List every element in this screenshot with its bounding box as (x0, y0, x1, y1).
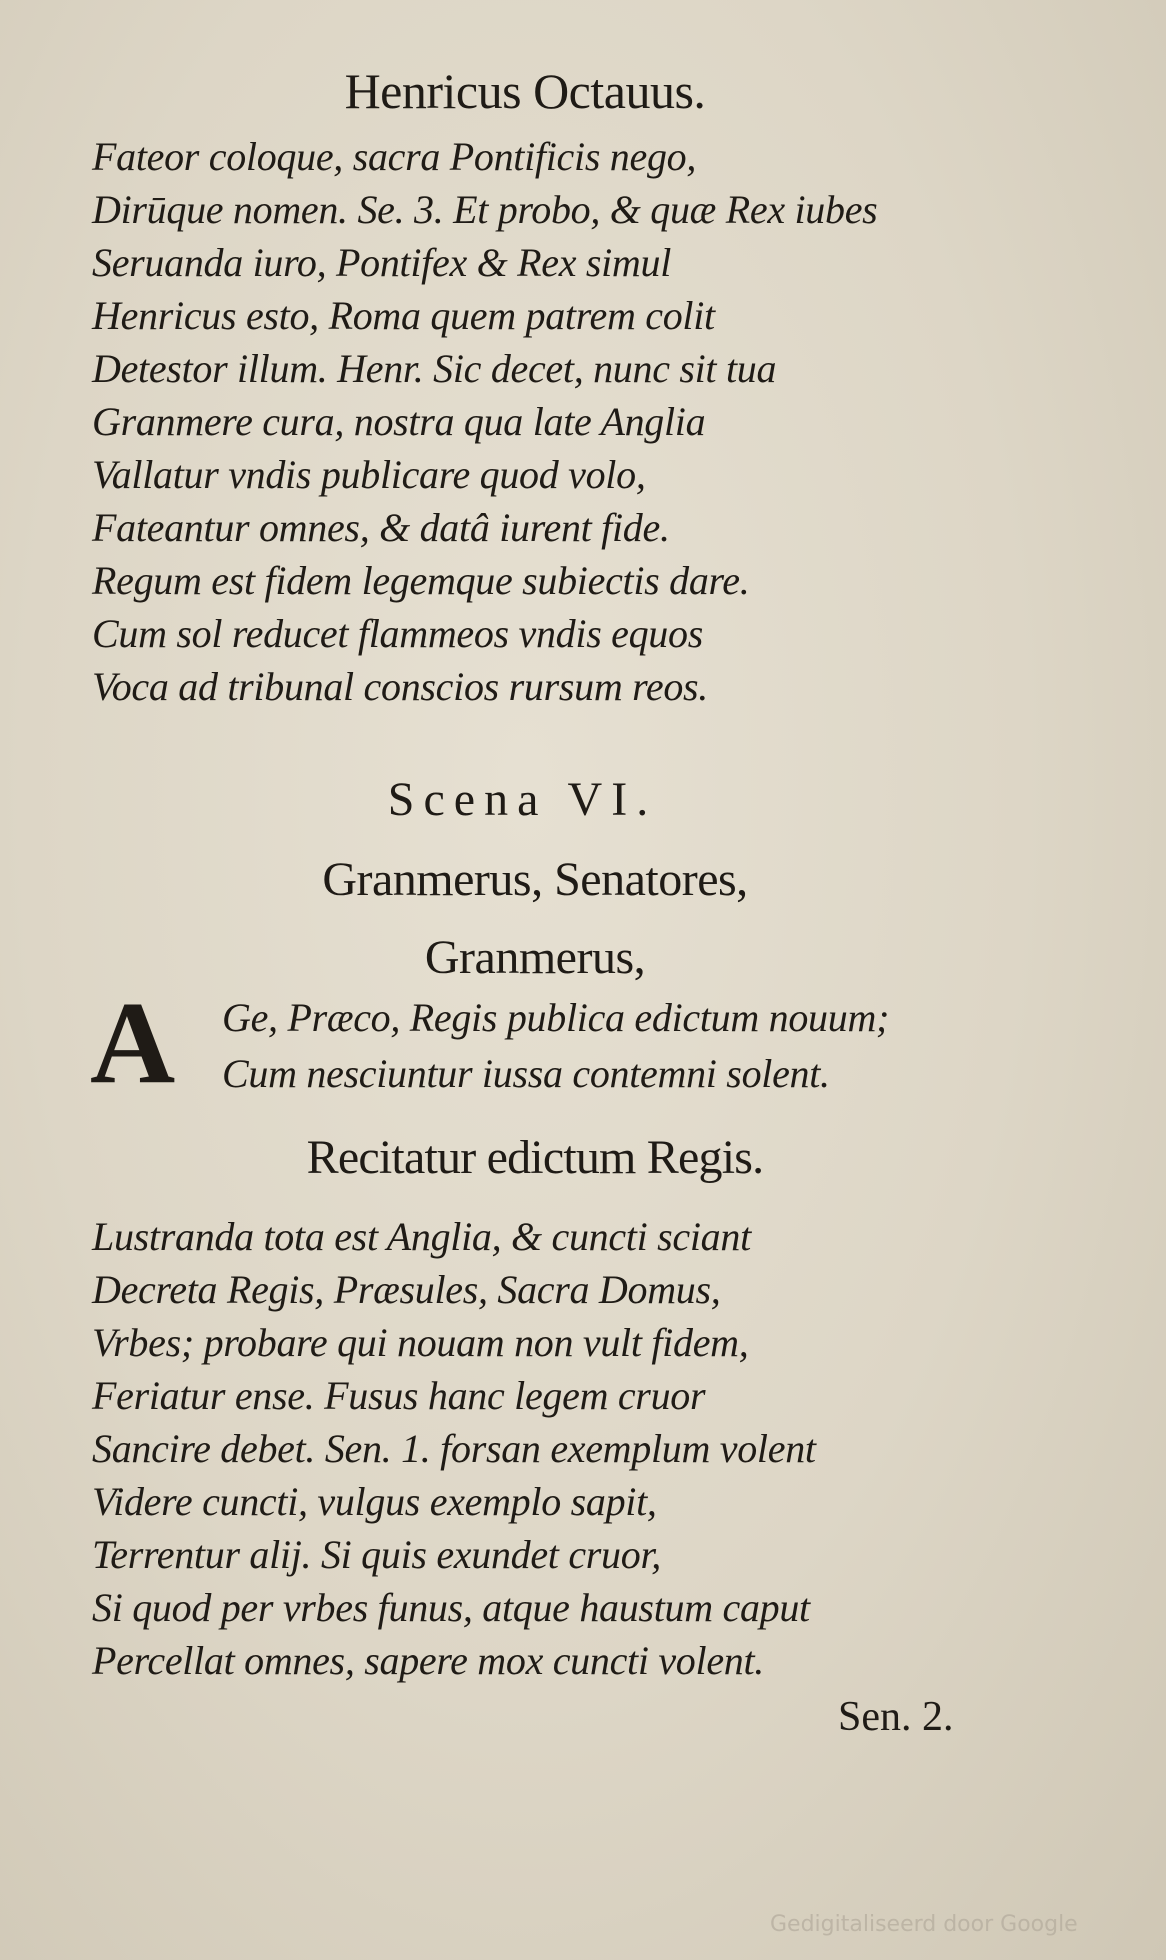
scene-title: Scena VI. (387, 773, 658, 826)
verse-line: Seruanda iuro, Pontifex & Rex simul (92, 240, 672, 285)
verse-line: Decreta Regis, Præsules, Sacra Domus, (92, 1267, 721, 1312)
verse-block-2 (92, 1210, 1022, 1687)
verse-line: Feriatur ense. Fusus hanc legem cruor (92, 1373, 706, 1418)
verse-line: Sancire debet. Sen. 1. forsan exemplum volent (92, 1426, 816, 1471)
verse-line: Cum nesciuntur iussa contemni solent. (222, 1051, 830, 1096)
drop-cap-verses (222, 990, 982, 1102)
verse-line: Fateantur omnes, & datâ iurent fide. (92, 505, 670, 550)
speaker-name: Granmerus, (424, 931, 646, 984)
verse-line: Ge, Præco, Regis publica edictum nouum; (222, 995, 890, 1040)
verse-block-1 (92, 130, 1022, 713)
drop-cap: A (90, 977, 176, 1108)
running-head: Henricus Octauus. (344, 63, 706, 119)
verse-line: Henricus esto, Roma quem patrem colit (92, 293, 715, 338)
verse-line: Cum sol reducet flammeos vndis equos (92, 611, 703, 656)
verse-line: Regum est fidem legemque subiectis dare. (92, 558, 750, 603)
verse-line: Si quod per vrbes funus, atque haustum caput (92, 1585, 810, 1630)
digitization-watermark: Gedigitaliseerd door Google (770, 1912, 1078, 1937)
verse-line: Voca ad tribunal conscios rursum reos. (92, 664, 709, 709)
verse-line: Fateor coloque, sacra Pontificis nego, (92, 134, 697, 179)
verse-line: Granmere cura, nostra qua late Anglia (92, 399, 706, 444)
verse-line: Dirūque nomen. Se. 3. Et probo, & quæ Rex iubes (92, 187, 878, 232)
verse-line: Vrbes; probare qui nouam non vult fidem, (92, 1320, 749, 1365)
catchword: Sen. 2. (838, 1694, 954, 1740)
verse-line: Videre cuncti, vulgus exemplo sapit, (92, 1479, 657, 1524)
verse-line: Terrentur alij. Si quis exundet cruor, (92, 1532, 661, 1577)
verse-line: Vallatur vndis publicare quod volo, (92, 452, 646, 497)
character-list: Granmerus, Senatores, (322, 853, 748, 906)
verse-line: Detestor illum. Henr. Sic decet, nunc sit tua (92, 346, 777, 391)
verse-line: Percellat omnes, sapere mox cuncti volent. (92, 1638, 764, 1683)
stage-direction: Recitatur edictum Regis. (306, 1131, 764, 1184)
verse-line: Lustranda tota est Anglia, & cuncti sciant (92, 1214, 751, 1259)
